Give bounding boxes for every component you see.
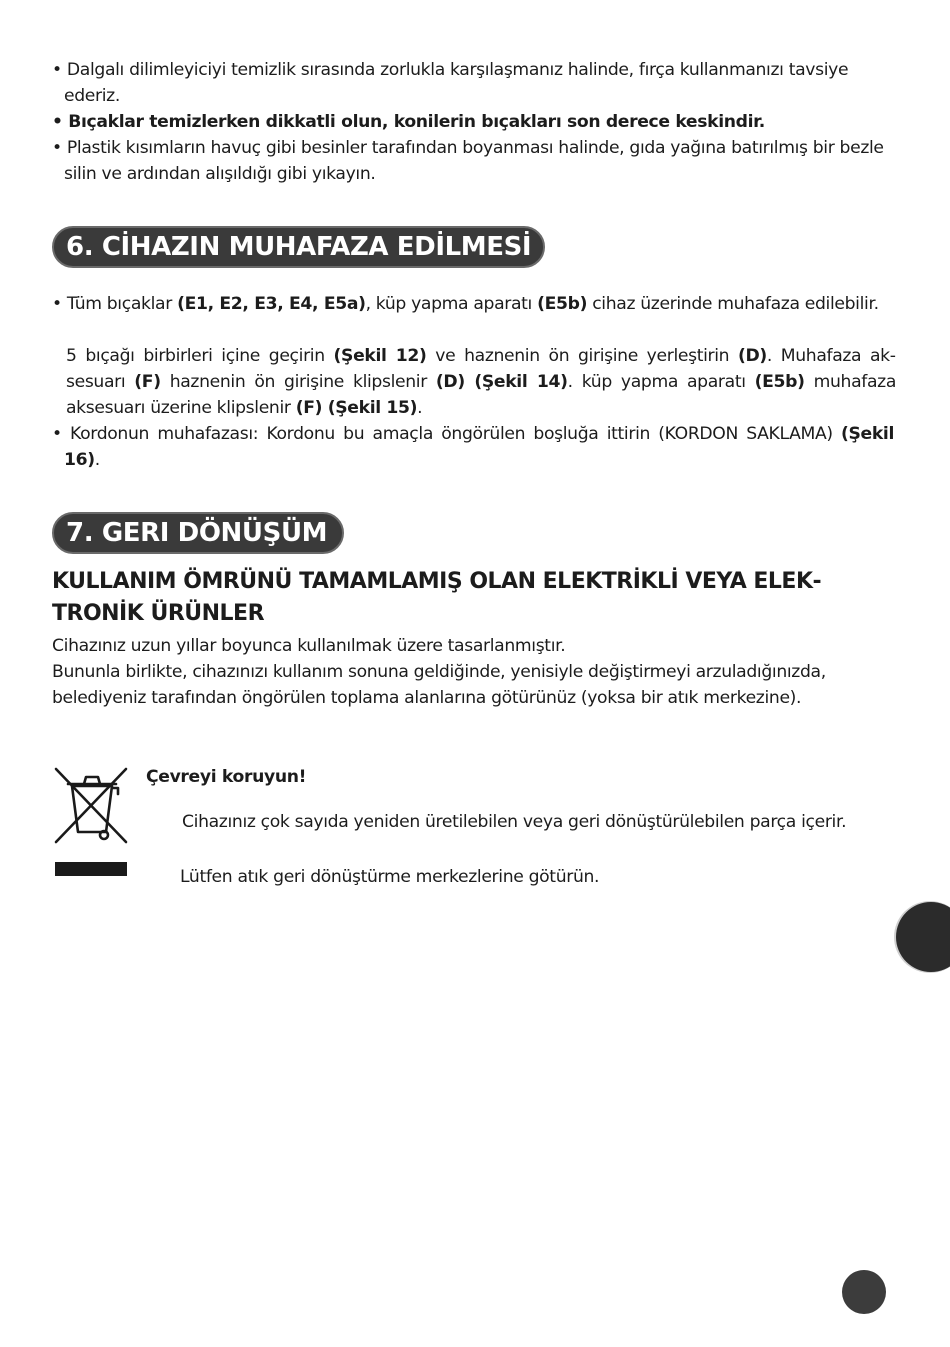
storage-blades-paragraph: • Tüm bıçaklar (E1, E2, E3, E4, E5a), küp yapma aparatı (E5b) cihaz üzerinde muhafaza edilebilir. bbox=[52, 294, 879, 314]
environment-paragraph-parts: Cihazınız çok sayıda yeniden üretilebilen veya geri dönüştürülebilen parça içerir. bbox=[182, 812, 847, 832]
section-7-heading: 7. GERI DÖNÜŞÜM bbox=[52, 512, 344, 554]
page-number-dot bbox=[842, 1270, 886, 1314]
environment-paragraph-recycle: Lütfen atık geri dönüştürme merkezlerine götürün. bbox=[180, 867, 600, 887]
storage-assembly-paragraph: 5 bıçağı birbirleri içine geçirin (Şekil 12) ve haznenin ön girişine yerleştirin (D). Muhafaza aksesuarı (F) haznenin ön girişine klipslenir (D) (Şekil 14). küp yapma aparatı (E5b) muhafaza aksesuarı üzerine klipslenir (F) (Şekil 15). bbox=[66, 346, 896, 418]
cleaning-bullet-sharp-blades: • Bıçaklar temizlerken dikkatli olun, konilerin bıçakları son derece keskindir. bbox=[52, 112, 765, 132]
language-tab-marker bbox=[896, 902, 950, 972]
section-6-heading: 6. CİHAZIN MUHAFAZA EDİLMESİ bbox=[52, 226, 545, 268]
crossed-out-wheelie-bin-icon bbox=[54, 766, 128, 878]
cleaning-bullet-plastic-stain: • Plastik kısımların havuç gibi besinler tarafından boyanması halinde, gıda yağına batırılmış bir bezle silin ve ardından alışıldığı gibi yıkayın. bbox=[52, 138, 884, 184]
cleaning-bullet-brush: • Dalgalı dilimleyiciyi temizlik sırasında zorlukla karşılaşmanız halinde, fırça kullanmanızı tavsiye ederiz. bbox=[52, 60, 849, 106]
lifetime-paragraph: Cihazınız uzun yıllar boyunca kullanılmak üzere tasarlanmıştır. bbox=[52, 636, 566, 656]
disposal-paragraph: Bununla birlikte, cihazınızı kullanım sonuna geldiğinde, yenisiyle değiştirmeyi arzuladığınızda, belediyeniz tarafından öngörülen toplama alanlarına götürünüz (yoksa bir atık merkezine). bbox=[52, 662, 826, 708]
cord-storage-paragraph: • Kordonun muhafazası: Kordonu bu amaçla öngörülen boşluğa ittirin (KORDON SAKLAMA) (Şekil 16). bbox=[52, 424, 894, 470]
weee-subheading: KULLANIM ÖMRÜNÜ TAMAMLAMIŞ OLAN ELEKTRİKLİ VEYA ELEKTRONİK ÜRÜNLER bbox=[52, 569, 822, 626]
environment-heading: Çevreyi koruyun! bbox=[146, 767, 307, 787]
